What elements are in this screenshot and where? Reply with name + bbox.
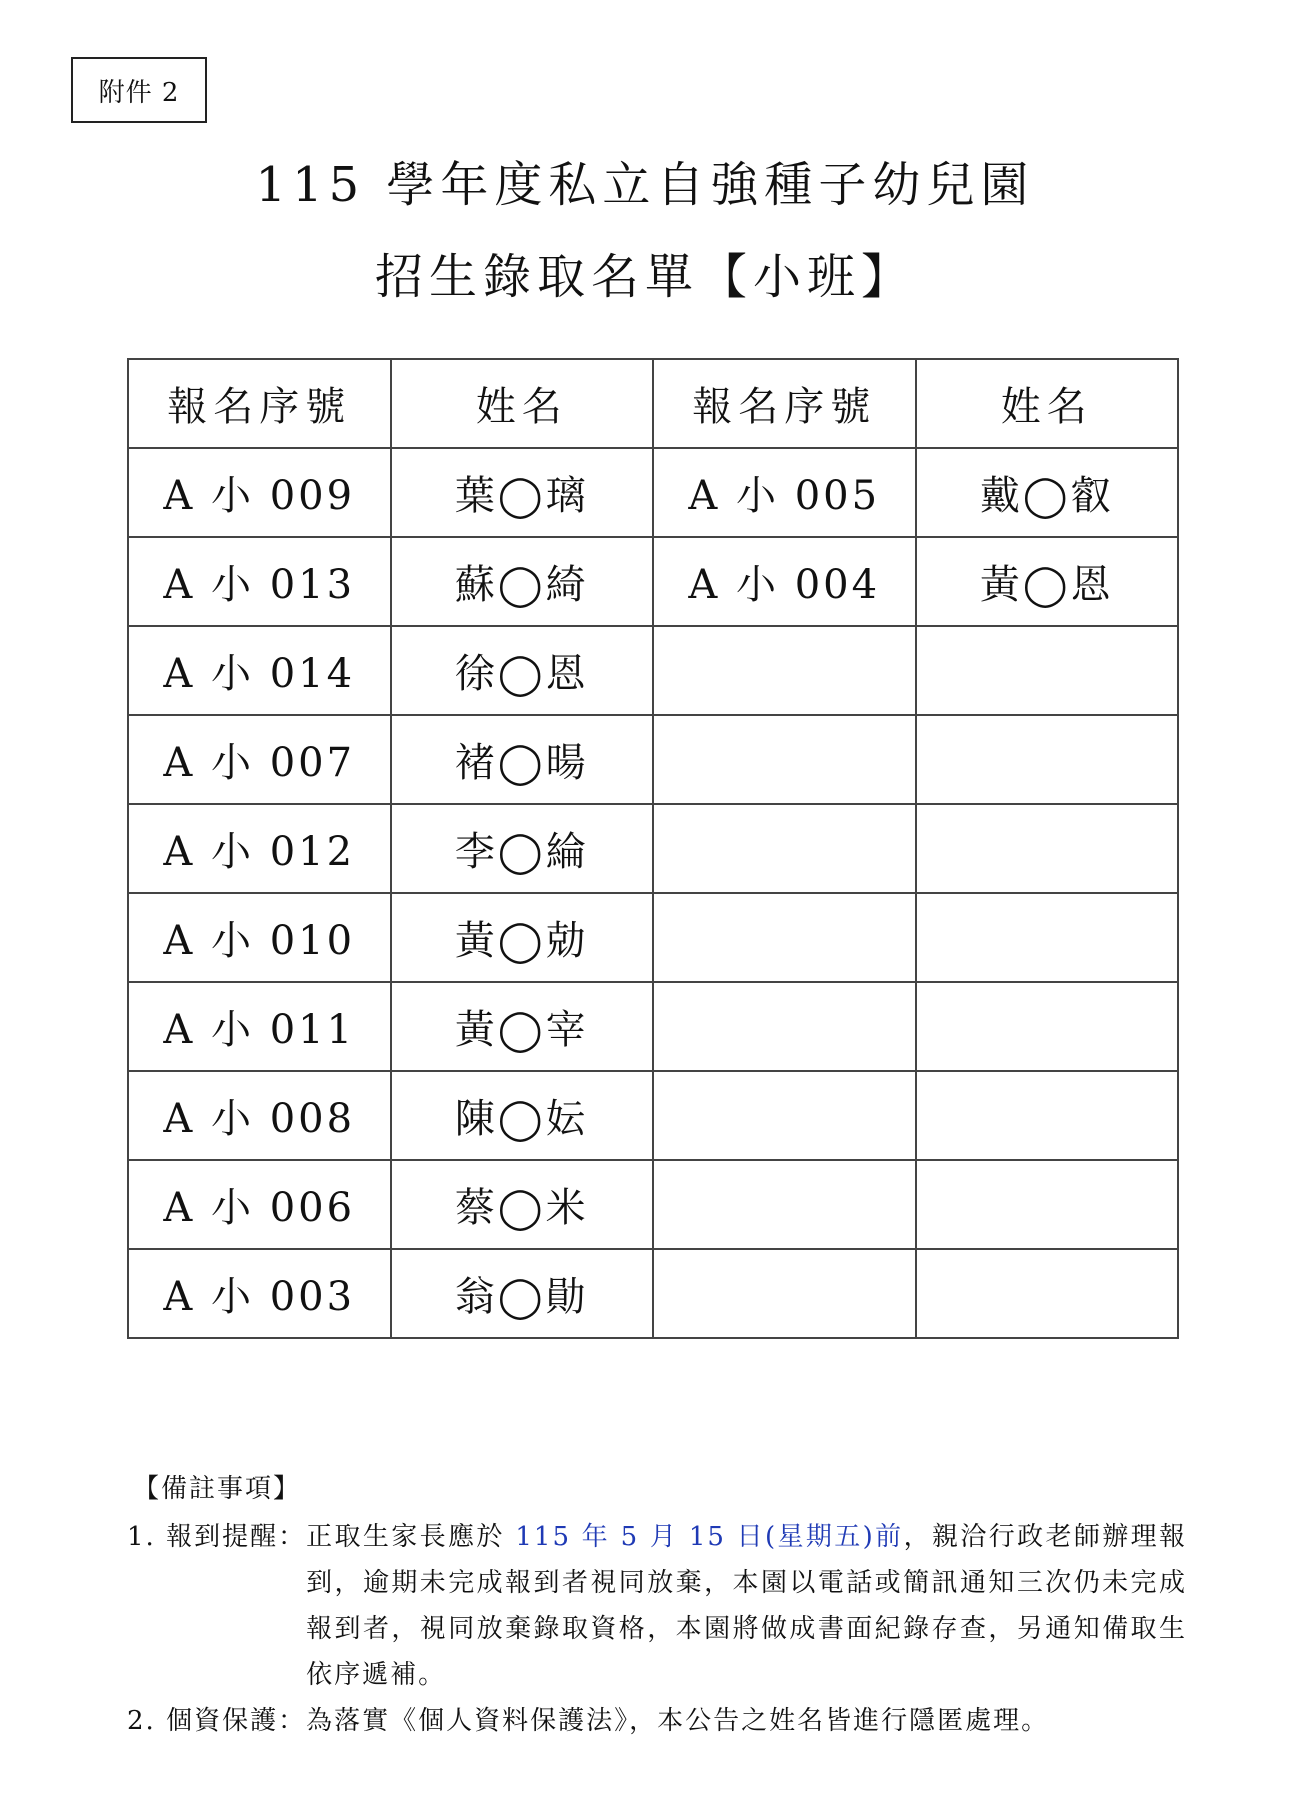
student-name-cell: 黃◯勀 <box>391 893 654 982</box>
table-body <box>128 448 1178 1338</box>
registration-number-cell: A 小 014 <box>128 626 391 715</box>
note-item-label: 1. 報到提醒： <box>127 1522 307 1552</box>
student-name-cell: 黃◯恩 <box>916 537 1179 626</box>
attachment-label: 附件 2 <box>71 57 207 123</box>
table-row <box>128 1160 1178 1249</box>
student-name-cell <box>916 626 1179 715</box>
registration-number-cell: A 小 006 <box>128 1160 391 1249</box>
registration-number-cell <box>653 1249 916 1338</box>
column-header-registration-number: 報名序號 <box>653 359 916 448</box>
document-title: 115 學年度私立自強種子幼兒園 <box>255 157 1035 213</box>
registration-number-cell <box>653 893 916 982</box>
admission-list-table <box>127 358 1179 1339</box>
registration-number-cell <box>653 1071 916 1160</box>
notes-heading: 【備註事項】 <box>133 1474 302 1504</box>
notes-section <box>127 1466 1187 1744</box>
registration-number-cell <box>653 715 916 804</box>
student-name-cell <box>916 1160 1179 1249</box>
student-name-cell: 褚◯暘 <box>391 715 654 804</box>
student-name-cell: 蘇◯綺 <box>391 537 654 626</box>
registration-number-cell <box>653 982 916 1071</box>
student-name-cell <box>916 1249 1179 1338</box>
note-text-before: 正取生家長應於 <box>306 1522 516 1552</box>
registration-number-cell: A 小 011 <box>128 982 391 1071</box>
note-item-text <box>306 1514 1187 1698</box>
student-name-cell: 戴◯叡 <box>916 448 1179 537</box>
registration-number-cell: A 小 010 <box>128 893 391 982</box>
student-name-cell <box>916 893 1179 982</box>
student-name-cell: 黃◯宰 <box>391 982 654 1071</box>
student-name-cell: 陳◯妘 <box>391 1071 654 1160</box>
table-row <box>128 804 1178 893</box>
note-item-privacy <box>127 1698 1187 1744</box>
table-row <box>128 893 1178 982</box>
check-in-deadline: 115 年 5 月 15 日(星期五)前 <box>515 1522 904 1552</box>
student-name-cell <box>916 1071 1179 1160</box>
column-header-registration-number: 報名序號 <box>128 359 391 448</box>
table-row <box>128 626 1178 715</box>
note-item-text: 為落實《個人資料保護法》，本公告之姓名皆進行隱匿處理。 <box>306 1706 1050 1736</box>
student-name-cell: 李◯綸 <box>391 804 654 893</box>
note-item-check-in-reminder <box>127 1514 1187 1698</box>
table-row <box>128 715 1178 804</box>
registration-number-cell <box>653 1160 916 1249</box>
registration-number-cell: A 小 009 <box>128 448 391 537</box>
note-text-after: ，親洽行政老師辦理報到，逾期未完成報到者視同放棄，本園以電話或簡訊通知三次仍未完成報到者，視同放棄錄取資格，本園將做成書面紀錄存查，另通知備取生依序遞補。 <box>306 1522 1187 1690</box>
registration-number-cell: A 小 004 <box>653 537 916 626</box>
registration-number-cell: A 小 013 <box>128 537 391 626</box>
registration-number-cell: A 小 007 <box>128 715 391 804</box>
registration-number-cell <box>653 804 916 893</box>
table-row <box>128 448 1178 537</box>
registration-number-cell: A 小 008 <box>128 1071 391 1160</box>
document-subtitle: 招生錄取名單【小班】 <box>374 249 915 305</box>
table-header-row <box>128 359 1178 448</box>
registration-number-cell <box>653 626 916 715</box>
registration-number-cell: A 小 003 <box>128 1249 391 1338</box>
column-header-name: 姓名 <box>391 359 654 448</box>
table-row <box>128 982 1178 1071</box>
table-row <box>128 537 1178 626</box>
registration-number-cell: A 小 012 <box>128 804 391 893</box>
table-row <box>128 1249 1178 1338</box>
student-name-cell: 葉◯璃 <box>391 448 654 537</box>
student-name-cell <box>916 982 1179 1071</box>
student-name-cell <box>916 804 1179 893</box>
note-item-label: 2. 個資保護： <box>127 1706 307 1736</box>
student-name-cell: 蔡◯米 <box>391 1160 654 1249</box>
table-row <box>128 1071 1178 1160</box>
column-header-name: 姓名 <box>916 359 1179 448</box>
registration-number-cell: A 小 005 <box>653 448 916 537</box>
student-name-cell: 徐◯恩 <box>391 626 654 715</box>
student-name-cell: 翁◯勛 <box>391 1249 654 1338</box>
student-name-cell <box>916 715 1179 804</box>
